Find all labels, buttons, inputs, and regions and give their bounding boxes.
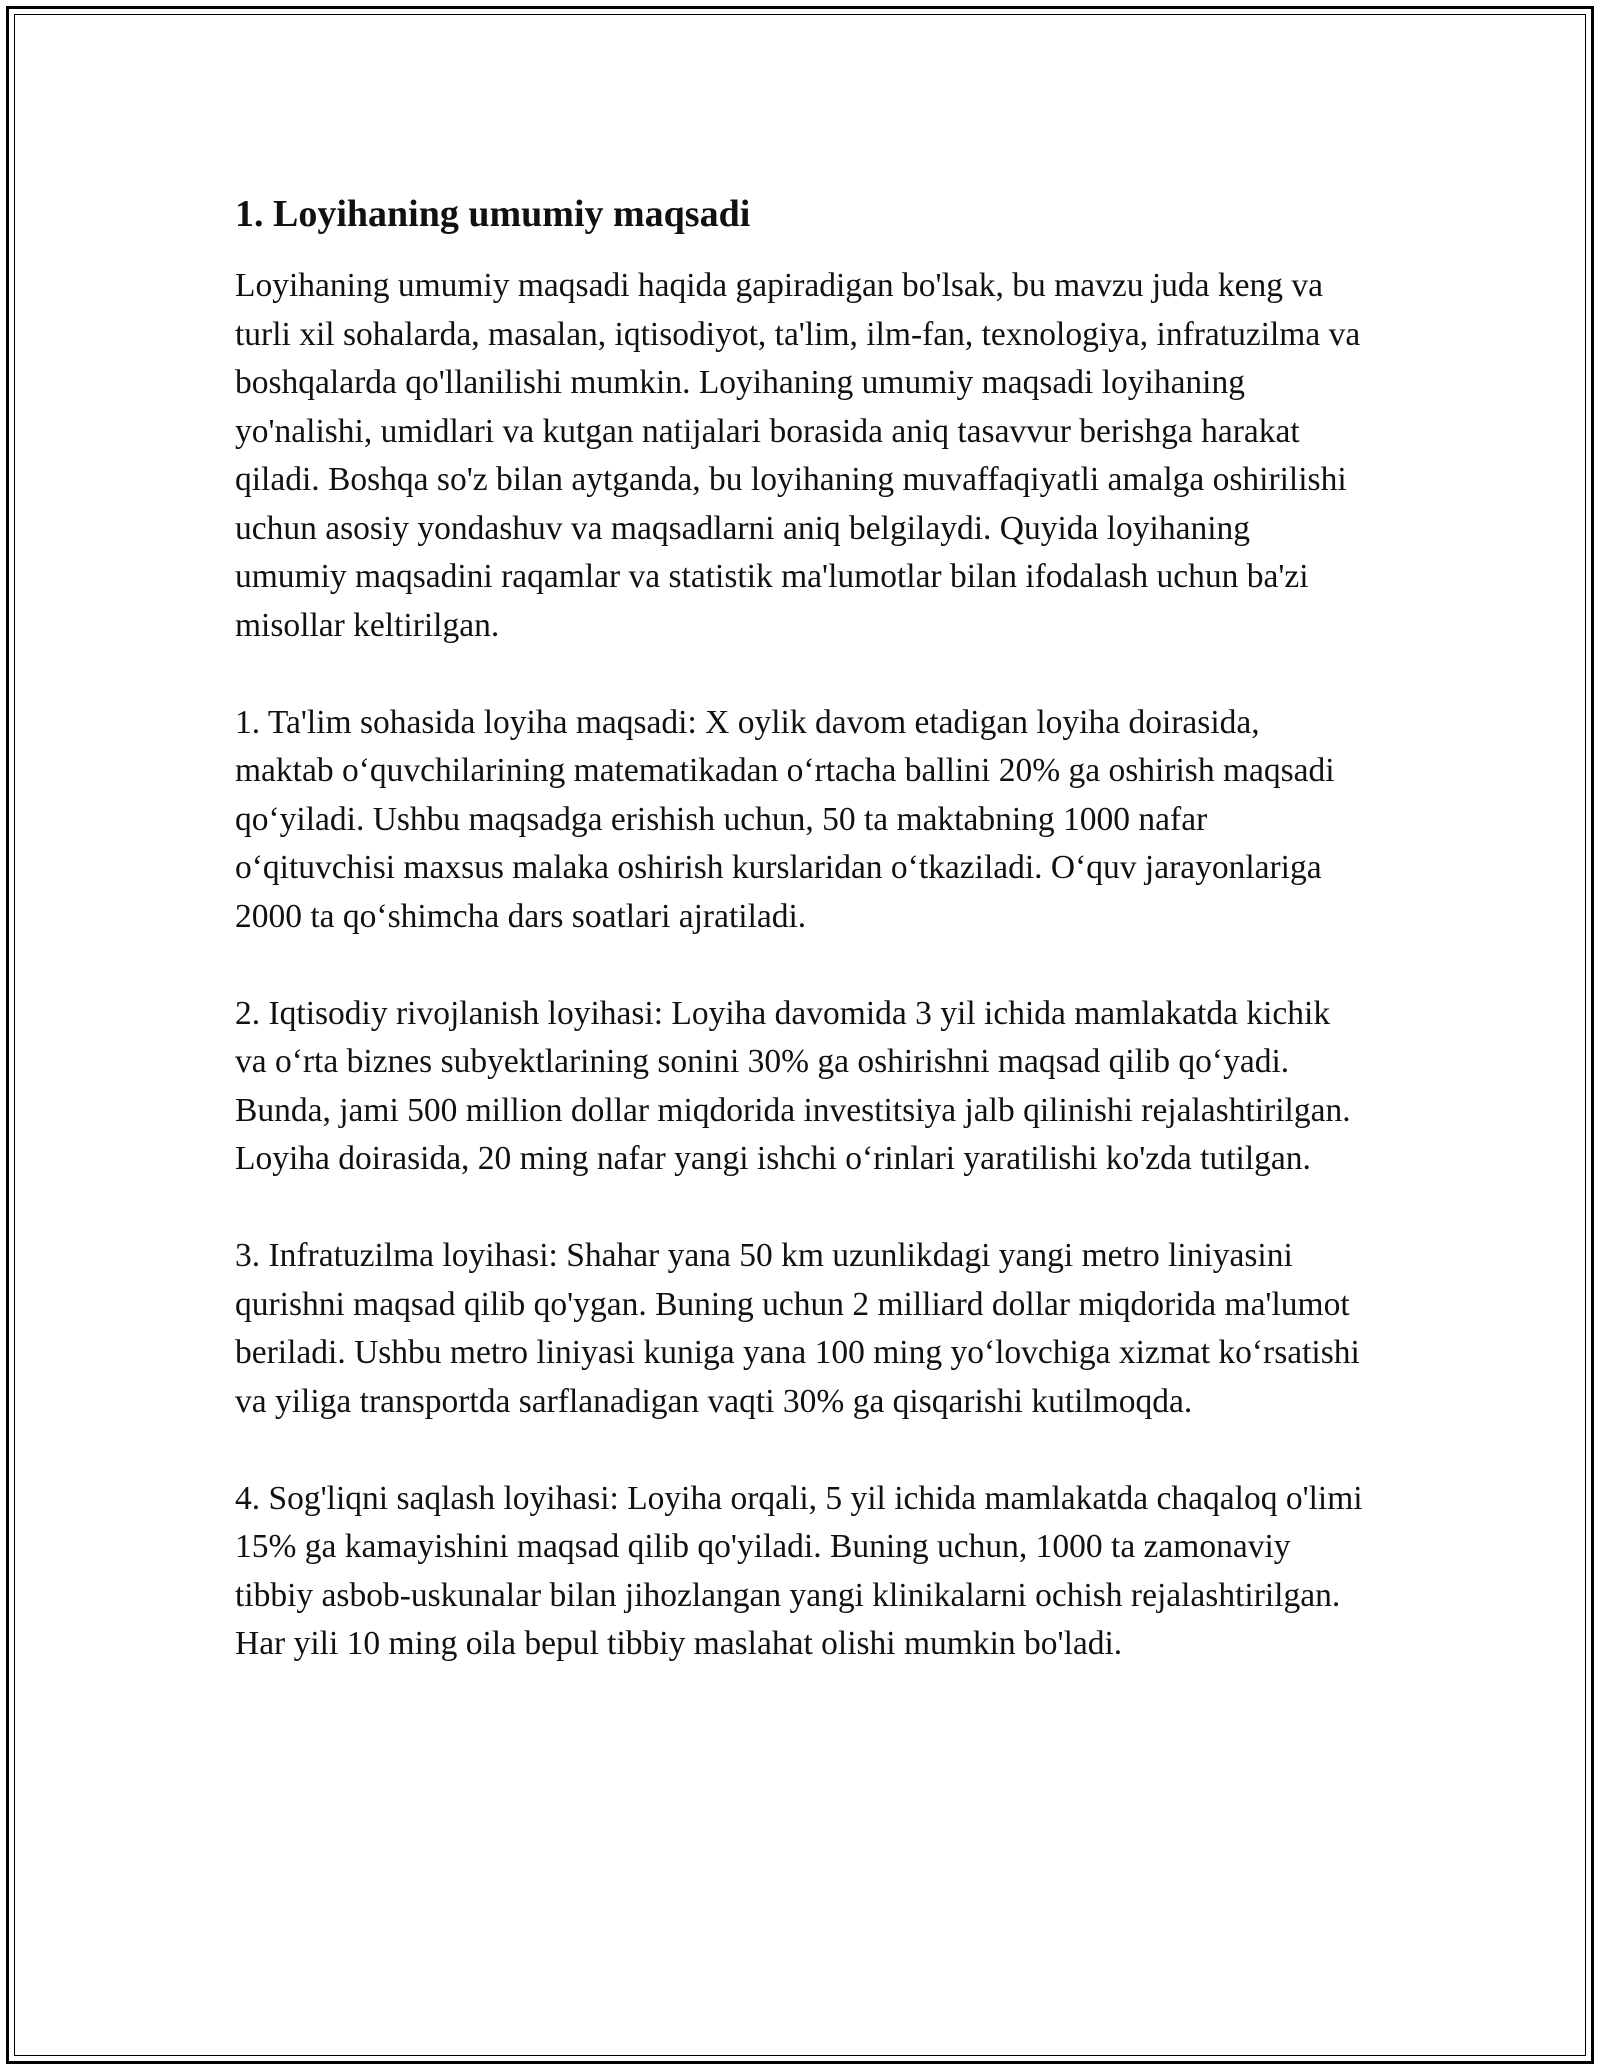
- paragraph-healthcare: 4. Sog'liqni saqlash loyihasi: Loyiha orqali, 5 yil ichida mamlakatda chaqaloq o'limi 15% ga kamayishini maqsad qilib qo'yiladi. Buning uchun, 1000 ta zamonaviy tibbiy asbob-uskunalar bilan jihozlangan yangi klinikalarni ochish rejalashtirilgan. Har yili 10 ming oila bepul tibbiy maslahat olishi mumkin bo'ladi.: [235, 1479, 1363, 1662]
- section-heading: 1. Loyihaning umumiy maqsadi: [235, 193, 751, 235]
- intro-paragraph: Loyihaning umumiy maqsadi haqida gapiradigan bo'lsak, bu mavzu juda keng va turli xil sohalarda, masalan, iqtisodiyot, ta'lim, ilm-fan, texnologiya, infratuzilma va boshqalarda qo'llanilishi mumkin. Loyihaning umumiy maqsadi loyihaning yo'nalishi, umidlari va kutgan natijalari borasida aniq tasavvur berishga harakat qiladi. Boshqa so'z bilan aytganda, bu loyihaning muvaffaqiyatli amalga oshirilishi uchun asosiy yondashuv va maqsadlarni aniq belgilaydi. Quyida loyihaning umumiy maqsadini raqamlar va statistik ma'lumotlar bilan ifodalash uchun ba'zi misollar keltirilgan.: [235, 267, 1361, 644]
- paragraph-economy: 2. Iqtisodiy rivojlanish loyihasi: Loyiha davomida 3 yil ichida mamlakatda kichik va o‘rta biznes subyektlarining sonini 30% ga oshirishni maqsad qilib qo‘yadi. Bunda, jami 500 million dollar miqdorida investitsiya jalb qilinishi rejalashtirilgan. Loyiha doirasida, 20 ming nafar yangi ishchi o‘rinlari yaratilishi ko'zda tutilgan.: [235, 994, 1351, 1177]
- document-body: [235, 186, 1365, 1717]
- paragraph-infrastructure: 3. Infratuzilma loyihasi: Shahar yana 50 km uzunlikdagi yangi metro liniyasini qurishni maqsad qilib qo'ygan. Buning uchun 2 milliard dollar miqdorida ma'lumot beriladi. Ushbu metro liniyasi kuniga yana 100 ming yo‘lovchiga xizmat ko‘rsatishi va yiliga transportda sarflanadigan vaqti 30% ga qisqarishi kutilmoqda.: [235, 1237, 1360, 1420]
- paragraph-education: 1. Ta'lim sohasida loyiha maqsadi: X oylik davom etadigan loyiha doirasida, maktab o‘quvchilarining matematikadan o‘rtacha ballini 20% ga oshirish maqsadi qo‘yiladi. Ushbu maqsadga erishish uchun, 50 ta maktabning 1000 nafar o‘qituvchisi maxsus malaka oshirish kurslaridan o‘tkaziladi. O‘quv jarayonlariga 2000 ta qo‘shimcha dars soatlari ajratiladi.: [235, 703, 1335, 935]
